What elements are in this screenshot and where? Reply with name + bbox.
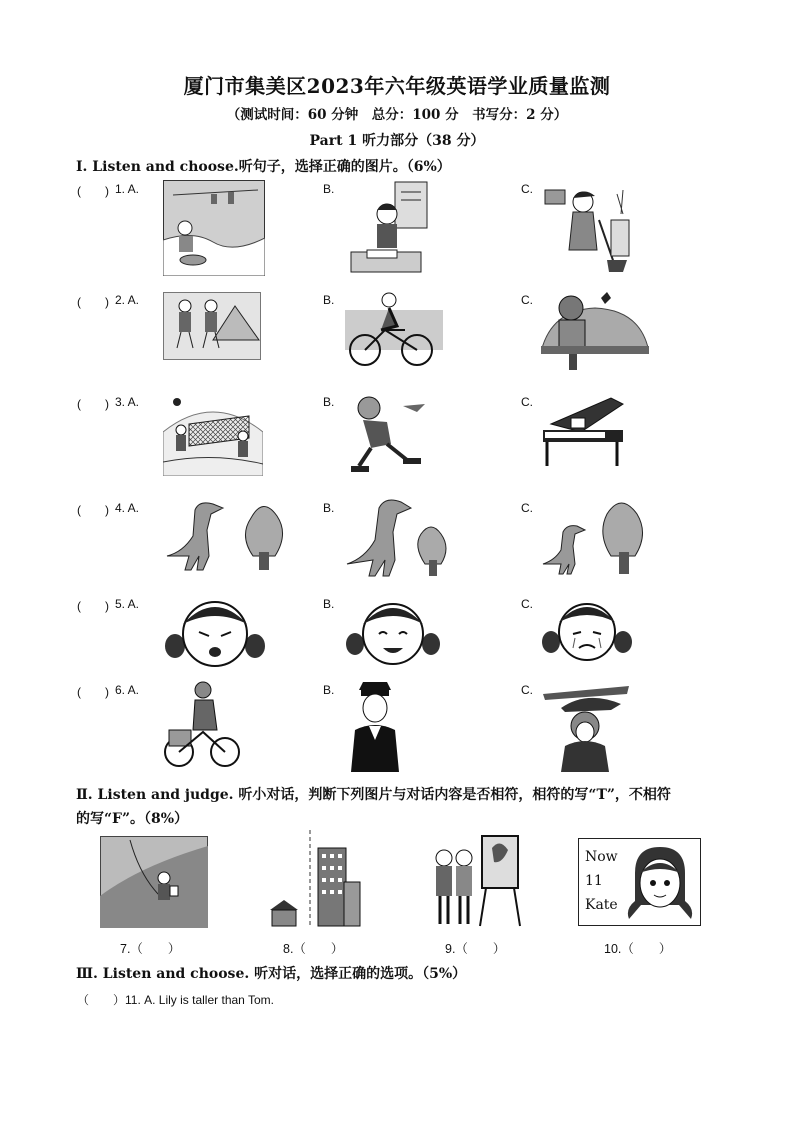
painting-icon [541, 290, 649, 372]
kate-card [578, 838, 701, 926]
section2-heading-line2: 的写“F”。（8%） [76, 811, 189, 827]
dinosaur-icon-b [345, 494, 457, 582]
q5-paren: ( ) [77, 599, 109, 613]
q3-paren: ( ) [77, 397, 109, 411]
q10-blank[interactable]: 10.（ ） [604, 942, 672, 956]
police-icon [347, 680, 403, 772]
q3-option-b: B. [323, 395, 335, 409]
face-icon-happy [345, 594, 441, 668]
card-text-name: Kate [585, 897, 618, 913]
card-text-age: 11 [585, 873, 603, 889]
card-text-now: Now [585, 849, 618, 865]
q7-blank[interactable]: 7.（ ） [120, 942, 181, 956]
house-buildings-icon [268, 830, 364, 928]
q2-paren: ( ) [77, 295, 109, 309]
exam-info: （测试时间：60 分钟 总分：100 分 书写分：2 分） [226, 107, 568, 123]
girl-washing-icon [163, 180, 265, 276]
dinosaur-icon-c [541, 494, 653, 580]
q9-blank[interactable]: 9.（ ） [445, 942, 506, 956]
q6-option-b: B. [323, 683, 335, 697]
q6-label: 6. A. [115, 683, 140, 697]
q5-option-b: B. [323, 597, 335, 611]
q4-option-b: B. [323, 501, 335, 515]
q11-text: （ ）11. A. Lily is taller than Tom. [77, 993, 274, 1007]
face-icon-angry [163, 594, 267, 670]
q2-option-b: B. [323, 293, 335, 307]
q2-label: 2. A. [115, 293, 140, 307]
painting-kids-icon [432, 834, 522, 928]
q6-paren: ( ) [77, 685, 109, 699]
pilot-icon [541, 680, 631, 772]
q4-paren: ( ) [77, 503, 109, 517]
q4-option-c: C. [521, 501, 533, 515]
q2-option-c: C. [521, 293, 533, 307]
climbing-icon [100, 836, 208, 928]
face-icon-crying [541, 594, 633, 664]
q5-option-c: C. [521, 597, 533, 611]
postman-icon [163, 680, 241, 770]
girl-face-icon [623, 843, 697, 921]
girl-reading-icon [347, 180, 431, 274]
q6-option-c: C. [521, 683, 533, 697]
section3-heading: Ⅲ. Listen and choose. 听对话，选择正确的选项。（5%） [76, 966, 467, 982]
section2-heading-line1: Ⅱ. Listen and judge. 听小对话，判断下列图片与对话内容是否相符，相符的写“T”，不相符 [76, 787, 671, 803]
piano-icon [541, 394, 627, 468]
page-title: 厦门市集美区2023年六年级英语学业质量监测 [183, 74, 611, 98]
camping-icon [163, 292, 261, 360]
q5-label: 5. A. [115, 597, 140, 611]
q1-paren: ( ) [77, 184, 109, 198]
q3-option-c: C. [521, 395, 533, 409]
q1-option-b: B. [323, 182, 335, 196]
girl-sweeping-icon [543, 180, 633, 274]
volleyball-icon [163, 392, 263, 476]
q1-label: 1. A. [115, 182, 140, 196]
q4-label: 4. A. [115, 501, 140, 515]
bike-icon [345, 290, 443, 368]
q1-option-c: C. [521, 182, 533, 196]
dinosaur-icon [163, 496, 293, 576]
part-heading: Part 1 听力部分（38 分） [309, 133, 485, 149]
q8-blank[interactable]: 8.（ ） [283, 942, 344, 956]
skating-icon [347, 392, 427, 476]
q3-label: 3. A. [115, 395, 140, 409]
section1-heading: Ⅰ. Listen and choose.听句子，选择正确的图片。（6%） [76, 159, 451, 175]
